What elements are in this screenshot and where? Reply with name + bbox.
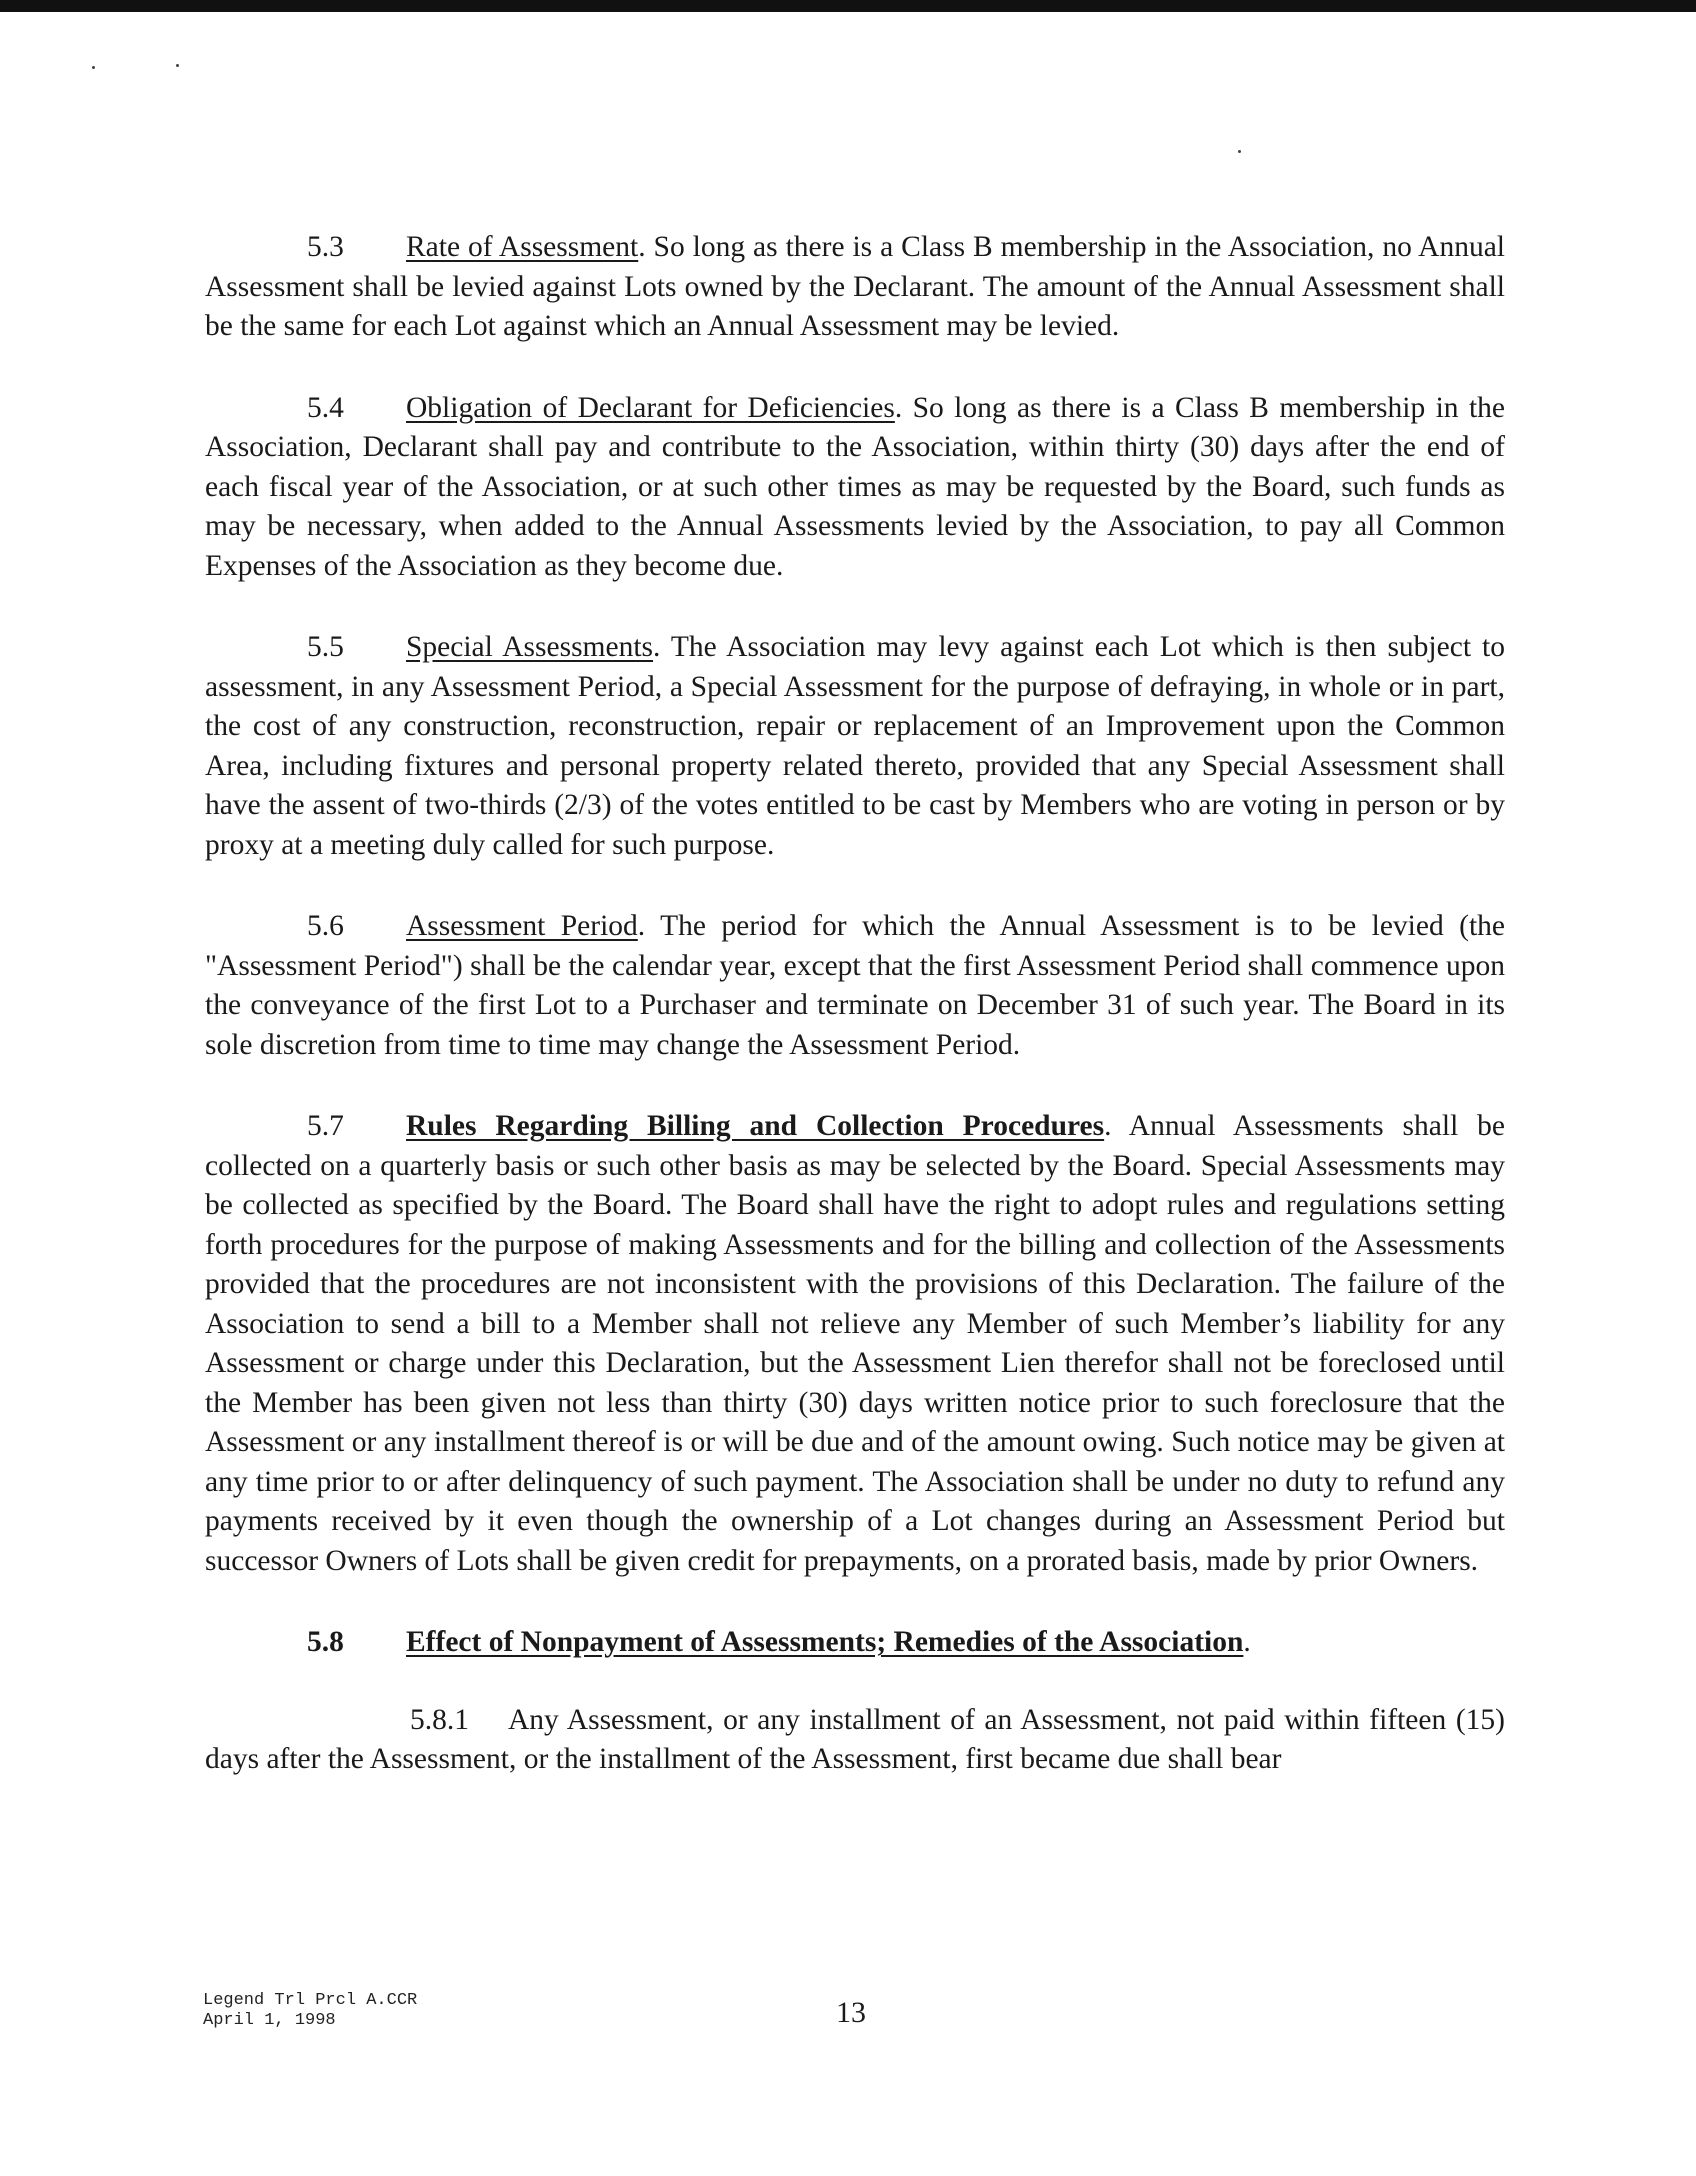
section-heading: Assessment Period xyxy=(406,910,638,942)
scan-speck xyxy=(176,64,179,67)
section-heading: Rules Regarding Billing and Collection Procedures xyxy=(406,1110,1105,1142)
page-number: 13 xyxy=(836,1996,866,2029)
section-heading: Effect of Nonpayment of Assessments; Remedies of the Association xyxy=(406,1626,1244,1658)
document-body xyxy=(205,228,1505,1780)
footer-doc-name: Legend Trl Prcl A.CCR xyxy=(203,1991,418,2010)
subsection-5-8-1 xyxy=(205,1701,1505,1780)
section-5-7 xyxy=(205,1107,1505,1581)
section-heading: Rate of Assessment xyxy=(406,231,639,263)
subsection-text: Any Assessment, or any installment of an Assessment, not paid within fifteen (15) days after the Assessment, or the installment of the Assessment, first became due shall bear xyxy=(205,1703,1505,1775)
section-5-8-heading xyxy=(205,1623,1505,1663)
subsection-number: 5.8.1 xyxy=(410,1703,469,1736)
section-5-4 xyxy=(205,389,1505,587)
section-text: . So long as there is a Class B membership in the Association, no Annual Assessment shall be levied against Lots owned by the Declarant. The amount of the Annual Assessment shall be the same for each Lot against which an Annual Assessment may be levied. xyxy=(205,231,1505,342)
section-number: 5.5 xyxy=(307,631,344,663)
scan-speck xyxy=(1238,150,1241,153)
section-5-6 xyxy=(205,907,1505,1065)
footer-date: April 1, 1998 xyxy=(203,2011,336,2030)
section-5-5 xyxy=(205,628,1505,865)
section-5-3 xyxy=(205,228,1505,347)
heading-period: . xyxy=(1243,1626,1251,1658)
footer-doc-info xyxy=(203,1991,417,2031)
section-heading: Obligation of Declarant for Deficiencies xyxy=(406,391,895,424)
section-number: 5.8 xyxy=(307,1626,344,1658)
section-number: 5.3 xyxy=(307,231,344,263)
section-text: . The Association may levy against each Lot which is then subject to assessment, in any Assessment Period, a Special Assessment for the purpose of defraying, in whole or in part, the cost of any construction, reconstruction, repair or replacement of an Improvement upon the Common Area, including fixtures and personal property related thereto, provided that any Special Assessment shall have the assent of two-thirds (2/3) of the votes entitled to be cast by Members who are voting in person or by proxy at a meeting duly called for such purpose. xyxy=(205,631,1505,861)
scan-speck xyxy=(92,66,95,69)
section-text: . Annual Assessments shall be collected on a quarterly basis or such other basis as may be selected by the Board. Special Assessments may be collected as specified by the Board. The Board shall have the right to adopt rules and regulations setting forth procedures for the purpose of making Assessments and for the billing and collection of the Assessments provided that the procedures are not inconsistent with the provisions of this Declaration. The failure of the Association to send a bill to a Member shall not relieve any Member of such Member’s liability for any Assessment or charge under this Declaration, but the Assessment Lien therefor shall not be foreclosed until the Member has been given not less than thirty (30) days written notice prior to such foreclosure that the Assessment or any installment thereof is or will be due and of the amount owing. Such notice may be given at any time prior to or after delinquency of such payment. The Association shall be under no duty to refund any payments received by it even though the ownership of a Lot changes during an Assessment Period but successor Owners of Lots shall be given credit for prepayments, on a prorated basis, made by prior Owners. xyxy=(205,1110,1506,1577)
section-number: 5.4 xyxy=(307,391,344,424)
section-number: 5.6 xyxy=(307,910,344,942)
scan-top-border xyxy=(0,0,1696,12)
section-heading: Special Assessments xyxy=(406,631,654,663)
section-number: 5.7 xyxy=(307,1110,344,1142)
section-text: . So long as there is a Class B membership in the Association, Declarant shall pay and contribute to the Association, within thirty (30) days after the end of each fiscal year of the Association, or at such other times as may be requested by the Board, such funds as may be necessary, when added to the Annual Assessments levied by the Association, to pay all Common Expenses of the Association as they become due. xyxy=(205,391,1505,582)
section-text: . The period for which the Annual Assessment is to be levied (the "Assessment Period") shall be the calendar year, except that the first Assessment Period shall commence upon the conveyance of the first Lot to a Purchaser and terminate on December 31 of such year. The Board in its sole discretion from time to time may change the Assessment Period. xyxy=(205,910,1506,1061)
